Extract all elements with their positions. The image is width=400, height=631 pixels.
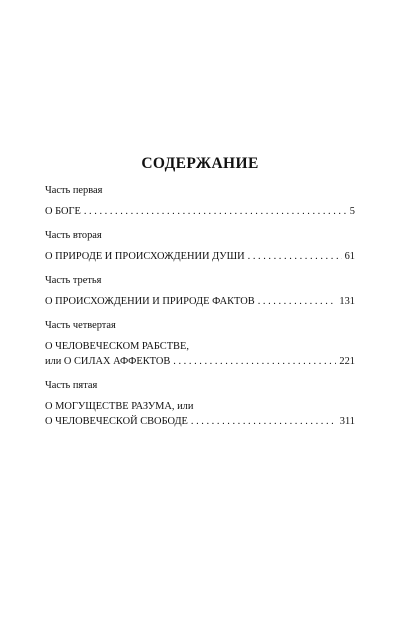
table-of-contents bbox=[45, 183, 355, 438]
toc-part-5 bbox=[45, 378, 355, 429]
toc-entry bbox=[45, 204, 355, 219]
part-label: Часть пятая bbox=[45, 380, 98, 391]
dot-leader bbox=[173, 354, 336, 369]
entry-title: О ПРОИСХОЖДЕНИИ И ПРИРОДЕ ФАКТОВ bbox=[45, 296, 255, 307]
entry-title: О БОГЕ bbox=[45, 206, 81, 217]
page-number: 221 bbox=[339, 356, 355, 367]
toc-part-4 bbox=[45, 318, 355, 369]
toc-entry bbox=[45, 294, 355, 309]
entry-title: или О СИЛАХ АФФЕКТОВ bbox=[45, 356, 171, 367]
entry-title: О ПРИРОДЕ И ПРОИСХОЖДЕНИИ ДУШИ bbox=[45, 251, 245, 262]
toc-part-3 bbox=[45, 273, 355, 309]
toc-entry bbox=[45, 354, 355, 369]
entry-title-line: О МОГУЩЕСТВЕ РАЗУМА, или bbox=[45, 401, 194, 412]
dot-leader bbox=[258, 294, 337, 309]
part-label: Часть первая bbox=[45, 185, 103, 196]
dot-leader bbox=[248, 249, 342, 264]
dot-leader bbox=[191, 414, 337, 429]
toc-part-1 bbox=[45, 183, 355, 219]
toc-entry bbox=[45, 249, 355, 264]
entry-title-line: О ЧЕЛОВЕЧЕСКОМ РАБСТВЕ, bbox=[45, 341, 189, 352]
entry-title: О ЧЕЛОВЕЧЕСКОЙ СВОБОДЕ bbox=[45, 416, 188, 427]
part-label: Часть вторая bbox=[45, 230, 102, 241]
part-label: Часть четвертая bbox=[45, 320, 116, 331]
toc-title: СОДЕРЖАНИЕ bbox=[141, 155, 259, 172]
page-number: 5 bbox=[349, 206, 355, 217]
part-label: Часть третья bbox=[45, 275, 102, 286]
dot-leader bbox=[84, 204, 347, 219]
page-number: 131 bbox=[339, 296, 355, 307]
toc-part-2 bbox=[45, 228, 355, 264]
page-number: 61 bbox=[344, 251, 355, 262]
page-number: 311 bbox=[339, 416, 355, 427]
toc-entry bbox=[45, 414, 355, 429]
